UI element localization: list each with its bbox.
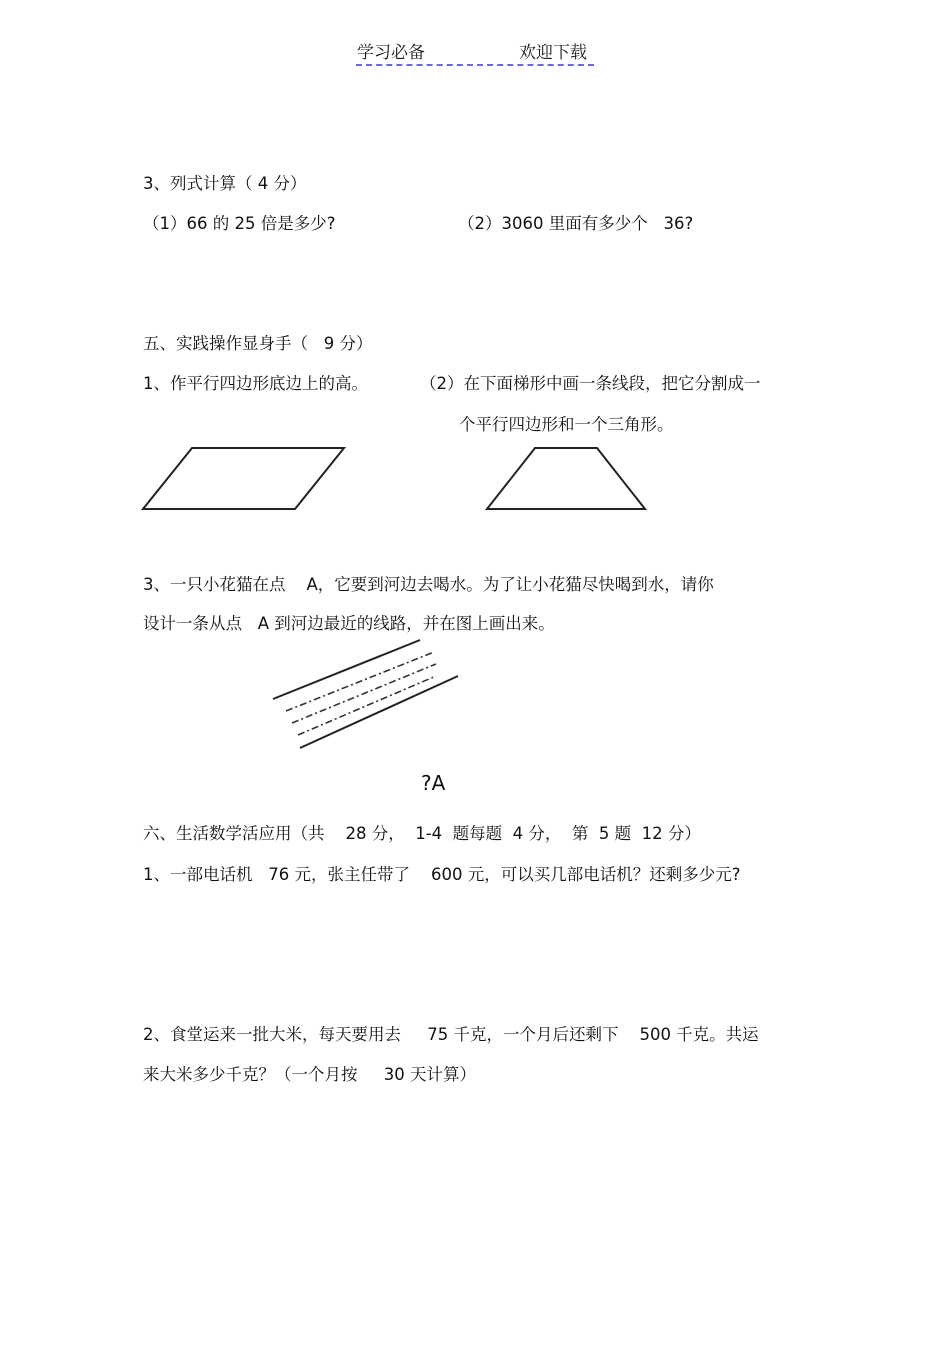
practice-question-3-line-2: 设计一条从点 A 到河边最近的线路，并在图上画出来。 — [143, 614, 555, 633]
parallelogram-figure — [143, 448, 344, 509]
header-left: 学习必备 — [357, 43, 425, 63]
application-question-2-line-2: 来大米多少千克？（一个月按 30 天计算） — [143, 1065, 476, 1084]
application-question-2-line-1: 2、食堂运来一批大米，每天要用去 75 千克，一个月后还剩下 500 千克。共运 — [143, 1025, 759, 1044]
section-6-title: 六、生活数学活应用（共 28 分， 1-4 题每题 4 分， 第 5 题 12 分） — [143, 824, 701, 843]
application-question-1: 1、一部电话机 76 元，张主任带了 600 元，可以买几部电话机？还剩多少元? — [143, 865, 741, 884]
river-water-line-3 — [298, 676, 436, 735]
section-5-title: 五、实践操作显身手（ 9 分） — [143, 334, 373, 353]
practice-question-2-line-2: 个平行四边形和一个三角形。 — [459, 415, 674, 434]
trapezoid-figure — [487, 448, 645, 509]
river-water-line-1 — [286, 652, 434, 711]
river-water-line-2 — [292, 664, 436, 723]
river-figure — [273, 640, 458, 748]
header-right: 欢迎下载 — [519, 43, 587, 63]
calc-question-2: （2）3060 里面有多少个 36? — [458, 214, 694, 233]
river-bank-top — [273, 640, 420, 699]
calc-question-1: （1）66 的 25 倍是多少? — [143, 214, 336, 233]
practice-question-2-line-1: （2）在下面梯形中画一条线段，把它分割成一 — [420, 374, 761, 393]
section-calc-title: 3、列式计算（ 4 分） — [143, 174, 307, 193]
practice-question-1: 1、作平行四边形底边上的高。 — [143, 374, 368, 393]
point-a-label: ?A — [421, 771, 446, 795]
practice-question-3-line-1: 3、一只小花猫在点 A，它要到河边去喝水。为了让小花猫尽快喝到水，请你 — [143, 575, 714, 594]
